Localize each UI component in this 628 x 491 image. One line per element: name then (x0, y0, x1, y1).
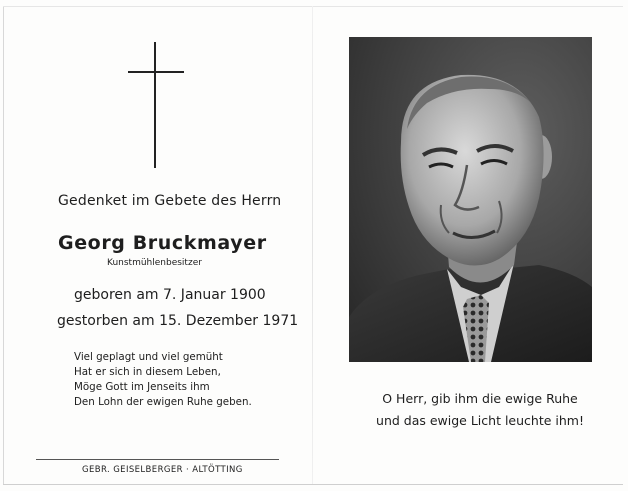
card-top-edge (3, 6, 623, 7)
poem-line: Möge Gott im Jenseits ihm (74, 381, 210, 393)
death-date: gestorben am 15. Dezember 1971 (57, 313, 299, 329)
card-bottom-edge (3, 484, 623, 485)
portrait-image (349, 37, 592, 362)
deceased-name: Georg Bruckmayer (58, 232, 267, 254)
poem-line: Hat er sich in diesem Leben, (74, 366, 221, 378)
card-fold-line (312, 6, 313, 484)
card-left-edge (3, 6, 4, 484)
poem-line: Viel geplagt und viel gemüht (74, 351, 223, 363)
poem (74, 350, 252, 410)
prayer-line: und das ewige Licht leuchte ihm! (376, 413, 584, 428)
poem-line: Den Lohn der ewigen Ruhe geben. (74, 396, 252, 408)
printer-imprint: GEBR. GEISELBERGER · ALTÖTTING (82, 465, 243, 475)
prayer-text (362, 388, 598, 432)
divider (36, 459, 279, 460)
birth-date: geboren am 7. Januar 1900 (74, 287, 266, 303)
cross-icon (128, 42, 184, 168)
intro-text: Gedenket im Gebete des Herrn (58, 193, 282, 209)
prayer-line: O Herr, gib ihm die ewige Ruhe (382, 391, 578, 406)
occupation: Kunstmühlenbesitzer (107, 258, 202, 268)
portrait-photo (349, 37, 592, 362)
